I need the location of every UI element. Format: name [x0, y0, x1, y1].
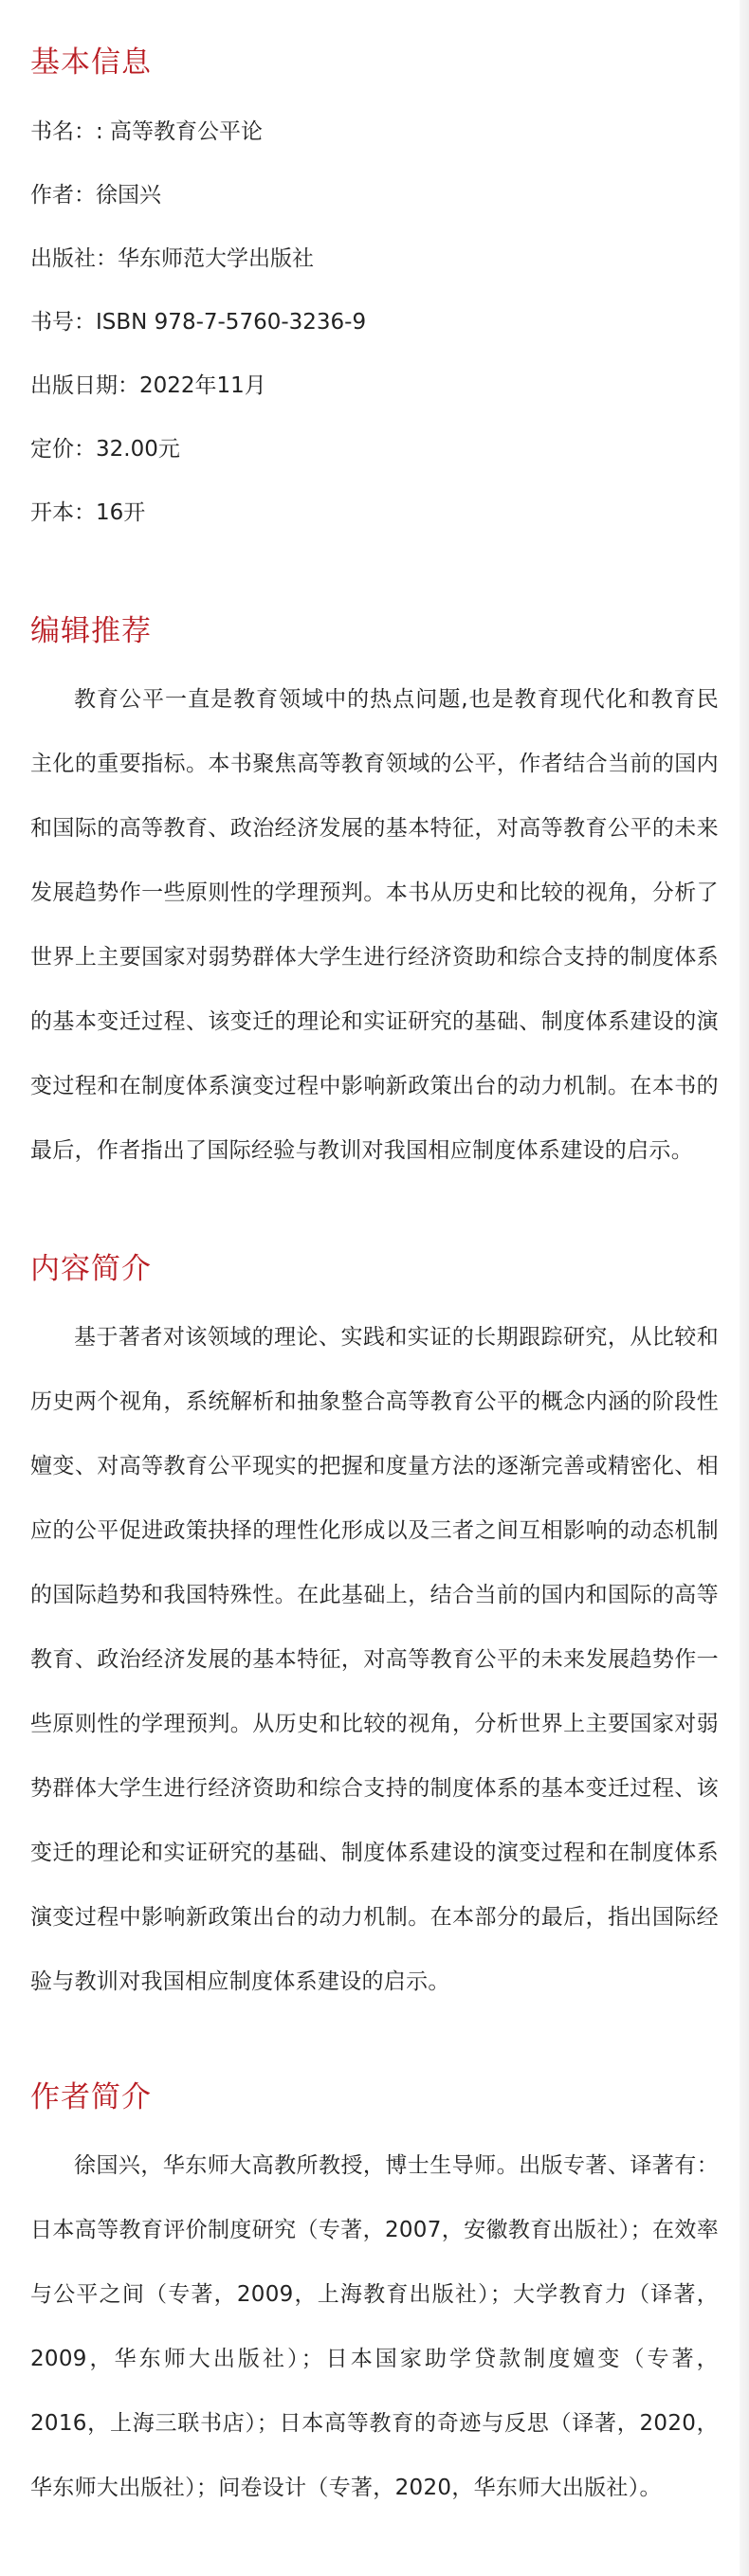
content-intro-section: [30, 1241, 719, 2014]
editor-recommendation-section: [30, 603, 719, 1183]
info-row-title: 书名：: 高等教育公平论: [30, 119, 264, 144]
editor-recommendation-heading: 编辑推荐: [30, 614, 152, 648]
info-row-format: 开本：16开: [30, 500, 146, 525]
author-intro-section: [30, 2069, 719, 2520]
author-intro-heading: 作者简介: [30, 2080, 152, 2114]
content-intro-heading: 内容简介: [30, 1252, 152, 1286]
content-intro-text: 基于著者对该领域的理论、实践和实证的长期跟踪研究，从比较和历史两个视角，系统解析和抽象整合高等教育公平的概念内涵的阶段性嬗变、对高等教育公平现实的把握和度量方法的逐渐完善或精密化、相应的公平促进政策抉择的理性化形成以及三者之间互相影响的动态机制的国际趋势和我国特殊性。在此基础上，结合当前的国内和国际的高等教育、政治经济发展的基本特征，对高等教育公平的未来发展趋势作一些原则性的学理预判。从历史和比较的视角，分析世界上主要国家对弱势群体大学生进行经济资助和综合支持的制度体系的基本变迁过程、该变迁的理论和实证研究的基础、制度体系建设的演变过程和在制度体系演变过程中影响新政策出台的动力机制。在本部分的最后，指出国际经验与教训对我国相应制度体系建设的启示。: [30, 1325, 719, 1994]
info-row-isbn: 书号：ISBN 978-7-5760-3236-9: [30, 310, 367, 335]
basic-info-list: [30, 100, 719, 545]
info-row-publish-date: 出版日期：2022年11月: [30, 373, 266, 398]
basic-info-section: [30, 34, 719, 545]
info-row-price: 定价：32.00元: [30, 437, 180, 462]
author-intro-text: 徐国兴，华东师大高教所教授，博士生导师。出版专著、译著有：日本高等教育评价制度研究（专著，2007，安徽教育出版社）；在效率与公平之间（专著，2009，上海教育出版社）；大学教育力（译著，2009，华东师大出版社）；日本国家助学贷款制度嬗变（专著，2016，上海三联书店）；日本高等教育的奇迹与反思（译著，2020，华东师大出版社）；问卷设计（专著，2020，华东师大出版社）。: [30, 2153, 719, 2500]
page-right-edge: [740, 0, 749, 2576]
basic-info-heading: 基本信息: [30, 45, 152, 80]
info-row-author: 作者：徐国兴: [30, 183, 161, 208]
info-row-publisher: 出版社：华东师范大学出版社: [30, 246, 314, 271]
editor-recommendation-text: 教育公平一直是教育领域中的热点问题,也是教育现代化和教育民主化的重要指标。本书聚焦高等教育领域的公平，作者结合当前的国内和国际的高等教育、政治经济发展的基本特征，对高等教育公平的未来发展趋势作一些原则性的学理预判。本书从历史和比较的视角，分析了世界上主要国家对弱势群体大学生进行经济资助和综合支持的制度体系的基本变迁过程、该变迁的理论和实证研究的基础、制度体系建设的演变过程和在制度体系演变过程中影响新政策出台的动力机制。在本书的最后，作者指出了国际经验与教训对我国相应制度体系建设的启示。: [30, 687, 719, 1163]
